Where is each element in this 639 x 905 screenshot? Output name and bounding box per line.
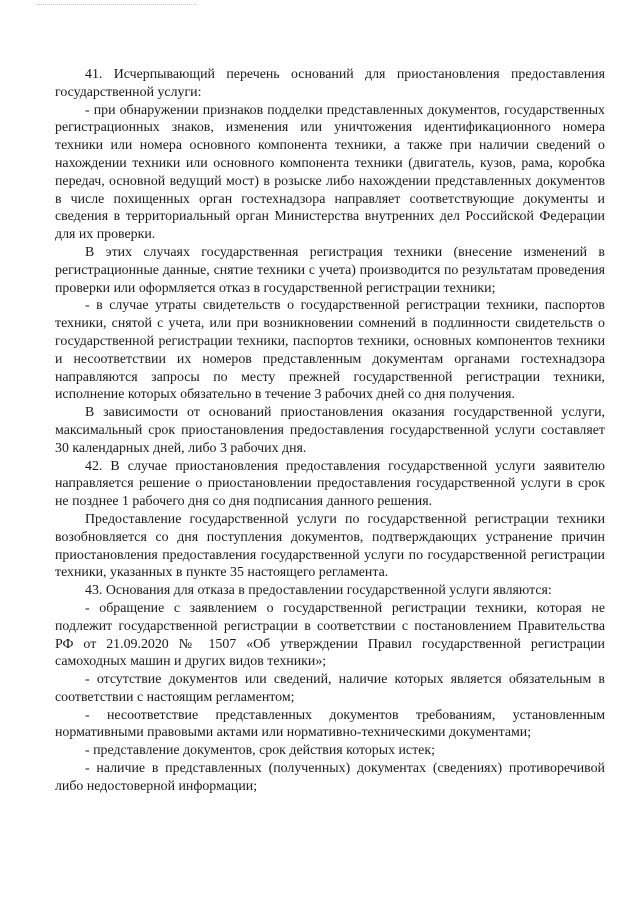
- paragraph-43-noncompliance: - несоответствие представленных документов требованиям, установленным нормативными правовыми актами или нормативно-техническими документами;: [55, 707, 605, 741]
- paragraph-41-registration-check: В этих случаях государственная регистрация техники (внесение изменений в регистрационные данные, снятие техники с учета) производится по результатам проведения проверки или оформляется отказ в государственной регистрации техники;: [55, 244, 605, 296]
- document-body: [55, 66, 605, 796]
- paragraph-42-title: 42. В случае приостановления предоставления государственной услуги заявителю направляется решение о приостановлении предоставления государственной услуги в срок не позднее 1 рабочего дня со дня подписания данного решения.: [55, 458, 605, 510]
- paragraph-42-resumption: Предоставление государственной услуги по государственной регистрации техники возобновляется со дня поступления документов, подтверждающих устранение причин приостановления предоставления государственной услуги по государственной регистрации техники, указанных в пункте 35 настоящего регламента.: [55, 511, 605, 581]
- paragraph-43-missing-docs: - отсутствие документов или сведений, наличие которых является обязательным в соответствии с настоящим регламентом;: [55, 672, 605, 705]
- paragraph-43-title: 43. Основания для отказа в предоставлении государственной услуги являются:: [85, 583, 552, 599]
- paragraph-43-not-subject: - обращение с заявлением о государственной регистрации техники, которая не подлежит государственной регистрации в соответствии с постановлением Правительства РФ от 21.09.2020 № 1507 «Об утверждении Правил государственной регистрации самоходных машин и других видов техники»;: [55, 600, 605, 670]
- paragraph-43-expired-docs: - представление документов, срок действия которых истек;: [85, 743, 435, 759]
- paragraph-41-lost-certificates: - в случае утраты свидетельств о государственной регистрации техники, паспортов техники, снятой с учета, или при возникновении сомнений в подлинности свидетельств о государственной регистрации техники, паспортов техники, основных компонентов техники и несоответствии их номеров представленным документам органами гостехнадзора направляются запросы по месту прежней государственной регистрации техники, исполнение которых обязательно в течение 3 рабочих дней со дня получения.: [55, 298, 605, 403]
- paragraph-41-title: 41. Исчерпывающий перечень оснований для приостановления предоставления государственной услуги:: [55, 67, 605, 100]
- paragraph-43-contradictory-info: - наличие в представленных (полученных) документах (сведениях) противоречивой либо недостоверной информации;: [55, 761, 605, 794]
- paragraph-41-forgery: - при обнаружении признаков подделки представленных документов, государственных регистрационных знаков, изменения или уничтожения идентификационного номера техники или номера основного компонента техники, а также при наличии сведений о нахождении техники или основного компонента техники (двигатель, кузов, рама, коробка передач, основной ведущий мост) в розыске либо нахождении представленных документов в числе похищенных орган гостехнадзора направляет соответствующие документы и сведения в территориальный орган Министерства внутренних дел Российской Федерации для их проверки.: [55, 102, 605, 243]
- paragraph-41-max-term: В зависимости от оснований приостановления оказания государственной услуги, максимальный срок приостановления предоставления государственной услуги составляет 30 календарных дней, либо 3 рабочих дня.: [55, 405, 605, 456]
- page-header-artifact: [36, 4, 196, 9]
